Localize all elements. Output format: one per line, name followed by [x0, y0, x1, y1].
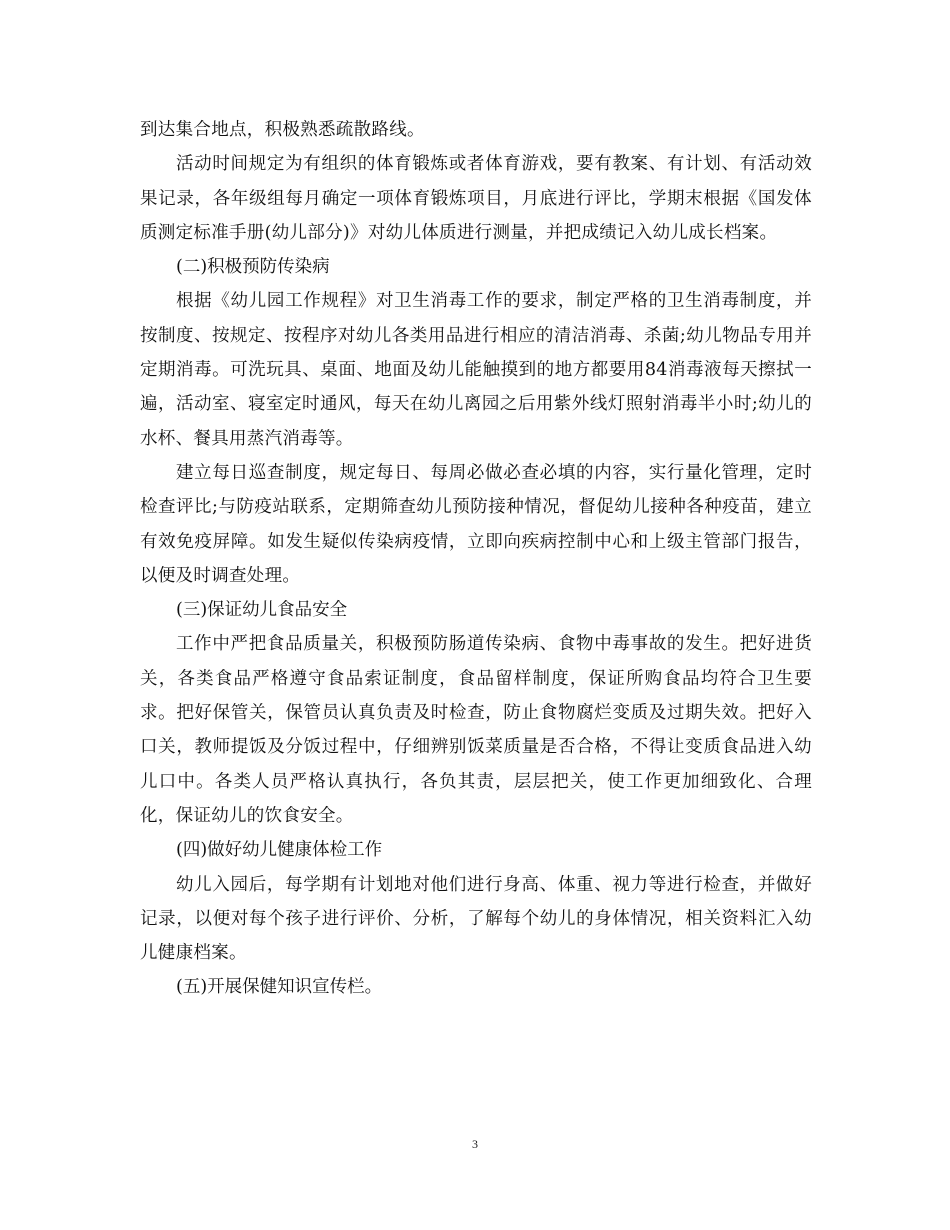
- paragraph-physical-activity: 活动时间规定为有组织的体育锻炼或者体育游戏，要有教案、有计划、有活动效果记录，各年级组每月确定一项体育锻炼项目，月底进行评比，学期末根据《国发体质测定标准手册(幼儿部分)》对幼儿体质进行测量，并把成绩记入幼儿成长档案。: [140, 154, 812, 243]
- paragraph-daily-inspection: 建立每日巡查制度，规定每日、每周必做必查必填的内容，实行量化管理，定时检查评比;与防疫站联系，定期筛查幼儿预防接种情况，督促幼儿接种各种疫苗，建立有效免疫屏障。如发生疑似传染病疫情，立即向疾病控制中心和上级主管部门报告，以便及时调查处理。: [140, 462, 812, 586]
- section-heading-food-safety: (三)保证幼儿食品安全: [176, 600, 348, 621]
- section-heading-infectious-disease: (二)积极预防传染病: [176, 257, 330, 278]
- section-heading-health-bulletin: (五)开展保健知识宣传栏。: [176, 977, 383, 998]
- page-number: 3: [472, 1137, 478, 1151]
- document-body: [140, 113, 812, 1005]
- section-heading-health-checkup: (四)做好幼儿健康体检工作: [176, 840, 383, 861]
- paragraph-health-checkup: 幼儿入园后，每学期有计划地对他们进行身高、体重、视力等进行检查，并做好记录，以便对每个孩子进行评价、分析，了解每个幼儿的身体情况，相关资料汇入幼儿健康档案。: [140, 874, 812, 964]
- paragraph-continuation: 到达集合地点，积极熟悉疏散路线。: [140, 120, 425, 140]
- paragraph-food-quality: 工作中严把食品质量关，积极预防肠道传染病、食物中毒事故的发生。把好进货关，各类食品严格遵守食品索证制度，食品留样制度，保证所购食品均符合卫生要求。把好保管关，保管员认真负责及时检查，防止食物腐烂变质及过期失效。把好入口关，教师提饭及分饭过程中，仔细辨别饭菜质量是否合格，不得让变质食品进入幼儿口中。各类人员严格认真执行，各负其责，层层把关，使工作更加细致化、合理化，保证幼儿的饮食安全。: [140, 634, 812, 826]
- paragraph-disinfection: 根据《幼儿园工作规程》对卫生消毒工作的要求，制定严格的卫生消毒制度，并按制度、按规定、按程序对幼儿各类用品进行相应的清洁消毒、杀菌;幼儿物品专用并定期消毒。可洗玩具、桌面、地面及幼儿能触摸到的地方都要用84消毒液每天擦拭一遍，活动室、寝室定时通风，每天在幼儿离园之后用紫外线灯照射消毒半小时;幼儿的水杯、餐具用蒸汽消毒等。: [140, 291, 812, 449]
